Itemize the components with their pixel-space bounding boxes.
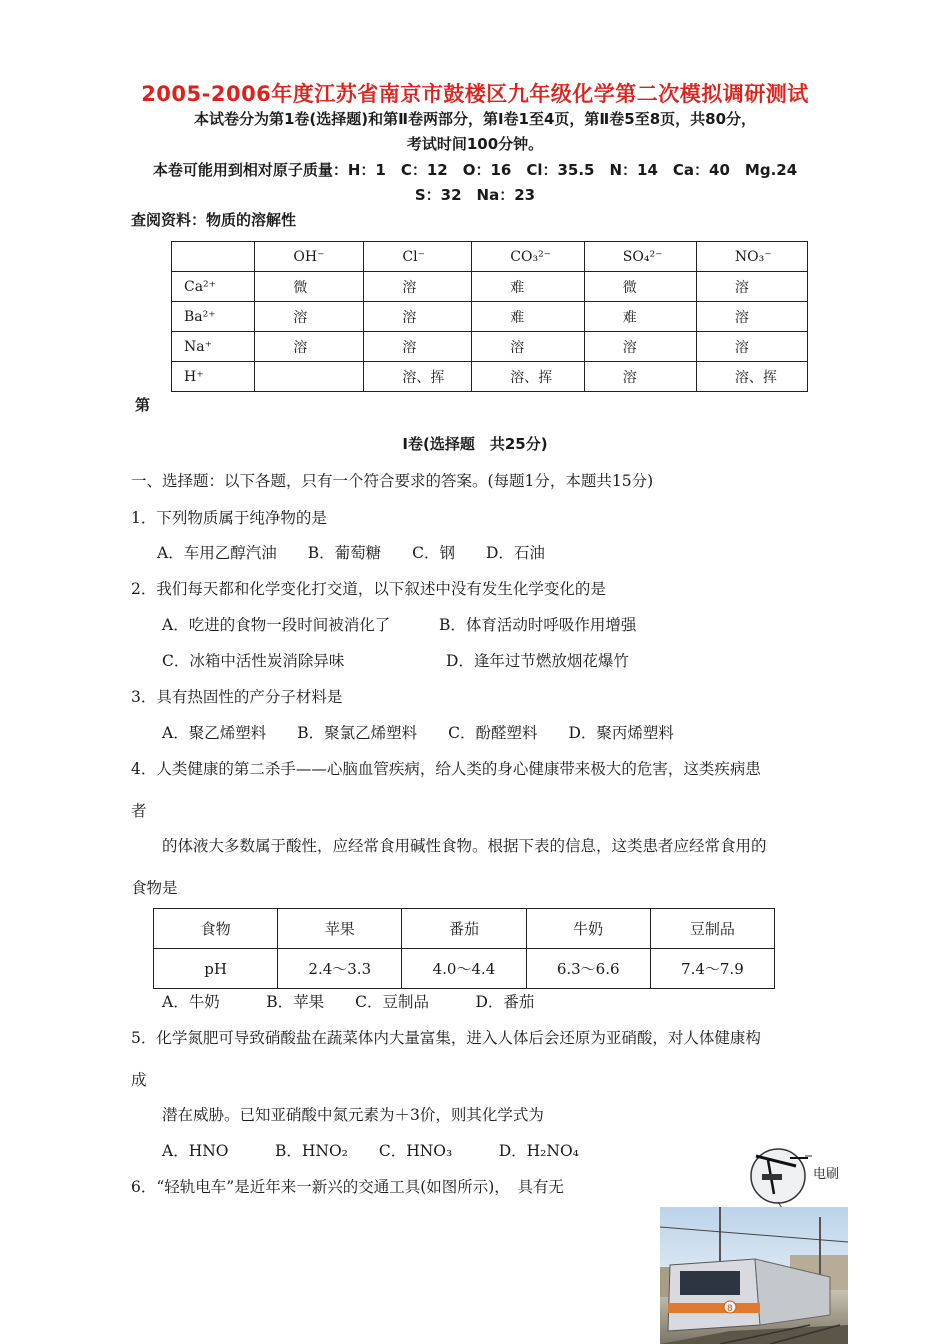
table-header-cell: 豆制品 xyxy=(650,909,774,949)
table-header-cell: 食物 xyxy=(154,909,278,949)
question-2-option-a: A．吃进的食物一段时间被消化了 xyxy=(162,616,391,634)
question-1-options: A．车用乙醇汽油 B．葡萄糖 C．钢 D．石油 xyxy=(157,544,545,562)
table-header-cell: 番茄 xyxy=(402,909,526,949)
solubility-table xyxy=(171,241,808,392)
question-3-options: A．聚乙烯塑料 B．聚氯乙烯塑料 C．酚醛塑料 D．聚丙烯塑料 xyxy=(162,724,674,742)
table-header-cell: CO₃²⁻ xyxy=(472,242,585,272)
table-cell: 溶 xyxy=(696,272,807,302)
table-cell: Ca²⁺ xyxy=(172,272,255,302)
table-cell: 溶 xyxy=(255,332,364,362)
table-cell: 2.4～3.3 xyxy=(278,949,402,989)
intro-line-1: 本试卷分为第1卷(选择题)和第Ⅱ卷两部分，第Ⅰ卷1至4页，第Ⅱ卷5至8页，共80分， xyxy=(193,110,757,128)
light-rail-train-photo xyxy=(660,1207,848,1344)
question-6-stem: 6．“轻轨电车”是近年来一新兴的交通工具(如图所示)， 具有无 xyxy=(131,1178,565,1196)
table-cell xyxy=(255,362,364,392)
table-row xyxy=(154,949,775,989)
table-cell: 溶 xyxy=(472,332,585,362)
table-cell xyxy=(172,242,255,272)
table-cell: 溶、挥 xyxy=(696,362,807,392)
section-title: Ⅰ卷(选择题 共25分) xyxy=(402,435,548,453)
table-cell: H⁺ xyxy=(172,362,255,392)
table-cell: 微 xyxy=(584,272,696,302)
table-header-cell: Cl⁻ xyxy=(364,242,472,272)
atomic-mass-line-2: S：32 Na：23 xyxy=(414,186,536,204)
table-cell: 溶 xyxy=(584,332,696,362)
table-row xyxy=(172,272,808,302)
table-cell: 溶 xyxy=(364,302,472,332)
question-5-line-1: 5．化学氮肥可导致硝酸盐在蔬菜体内大量富集，进入人体后会还原为亚硝酸，对人体健康构 xyxy=(131,1029,761,1047)
question-2-stem: 2．我们每天都和化学变化打交道，以下叙述中没有发生化学变化的是 xyxy=(131,580,606,598)
table-cell: 6.3～6.6 xyxy=(526,949,650,989)
question-4-options: A．牛奶 B．苹果 C．豆制品 D．番茄 xyxy=(162,993,535,1011)
question-5-line-2: 成 xyxy=(131,1071,147,1089)
table-cell: Ba²⁺ xyxy=(172,302,255,332)
train-number: 8 xyxy=(727,1304,733,1314)
train-illustration xyxy=(660,1207,848,1344)
question-2-option-b: B．体育活动时呼吸作用增强 xyxy=(439,616,637,634)
question-3-stem: 3．具有热固性的产分子材料是 xyxy=(131,688,343,706)
table-row xyxy=(172,242,808,272)
question-2-option-c: C．冰箱中活性炭消除异味 xyxy=(162,652,345,670)
table-header-cell: SO₄²⁻ xyxy=(584,242,696,272)
question-4-line-1: 4．人类健康的第二杀手——心脑血管疾病，给人类的身心健康带来极大的危害，这类疾病患 xyxy=(131,760,761,778)
table-row xyxy=(154,909,775,949)
table-cell: 4.0～4.4 xyxy=(402,949,526,989)
atomic-mass-line-1: 本卷可能用到相对原子质量：H：1 C：12 O：16 Cl：35.5 N：14 Ca：40 Mg.24 xyxy=(152,161,798,179)
table-cell: 难 xyxy=(472,302,585,332)
table-row xyxy=(172,332,808,362)
question-5-line-3: 潜在威胁。已知亚硝酸中氮元素为＋3价，则其化学式为 xyxy=(162,1106,544,1124)
question-4-line-2: 者 xyxy=(131,802,147,820)
intro-line-2: 考试时间100分钟。 xyxy=(406,135,544,153)
train-stripe xyxy=(668,1303,760,1313)
table-header-cell: NO₃⁻ xyxy=(696,242,807,272)
table-row xyxy=(172,362,808,392)
table-cell: 溶、挥 xyxy=(472,362,585,392)
table-cell: 溶、挥 xyxy=(364,362,472,392)
question-4-line-3: 的体液大多数属于酸性，应经常食用碱性食物。根据下表的信息，这类患者应经常食用的 xyxy=(162,837,767,855)
stray-text: 第 xyxy=(135,396,151,414)
table-cell: 溶 xyxy=(696,332,807,362)
table-header-cell: 苹果 xyxy=(278,909,402,949)
brush-body xyxy=(762,1174,782,1180)
table-cell: 难 xyxy=(472,272,585,302)
solubility-heading: 查阅资料：物质的溶解性 xyxy=(131,211,297,229)
table-cell: 微 xyxy=(255,272,364,302)
section-instruction: 一、选择题：以下各题，只有一个符合要求的答案。(每题1分，本题共15分) xyxy=(131,472,654,490)
question-1-stem: 1．下列物质属于纯净物的是 xyxy=(131,509,327,527)
question-4-line-4: 食物是 xyxy=(131,879,178,897)
table-cell: 溶 xyxy=(696,302,807,332)
table-cell: 溶 xyxy=(364,332,472,362)
table-cell: 难 xyxy=(584,302,696,332)
ph-table xyxy=(153,908,775,989)
question-2-option-d: D．逢年过节燃放烟花爆竹 xyxy=(446,652,629,670)
table-header-cell: OH⁻ xyxy=(255,242,364,272)
table-cell: pH xyxy=(154,949,278,989)
train-windshield xyxy=(680,1271,740,1295)
table-row xyxy=(172,302,808,332)
table-cell: Na⁺ xyxy=(172,332,255,362)
table-header-cell: 牛奶 xyxy=(526,909,650,949)
page-title: 2005-2006年度江苏省南京市鼓楼区九年级化学第二次模拟调研测试 xyxy=(141,82,809,106)
brush-label: 电刷 xyxy=(813,1167,840,1182)
table-cell: 溶 xyxy=(255,302,364,332)
table-cell: 溶 xyxy=(364,272,472,302)
table-cell: 7.4～7.9 xyxy=(650,949,774,989)
question-5-options: A．HNO B．HNO₂ C．HNO₃ D．H₂NO₄ xyxy=(162,1142,579,1160)
table-cell: 溶 xyxy=(584,362,696,392)
